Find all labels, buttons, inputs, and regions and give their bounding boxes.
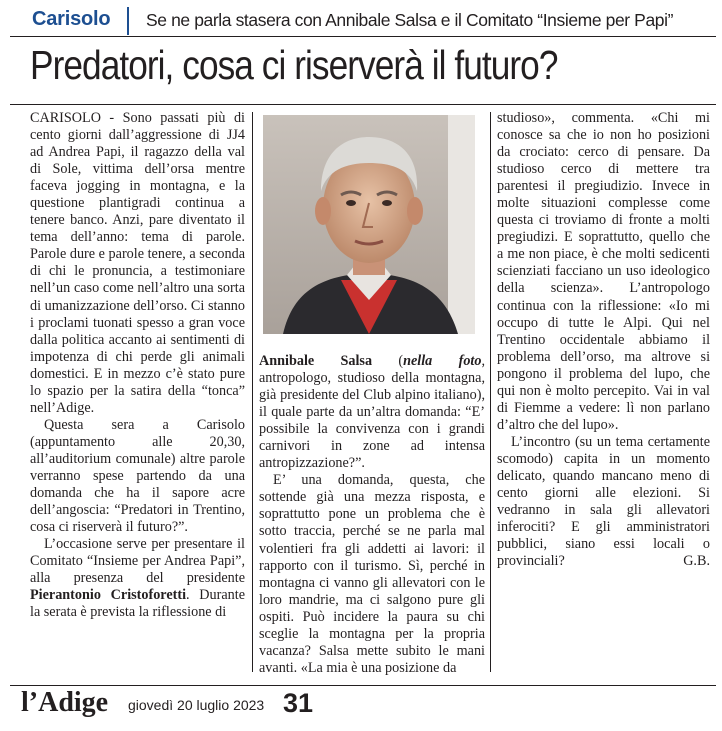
continued-text: abbiamo <box>638 331 703 348</box>
continued-text: il <box>557 178 575 195</box>
continued-text: cerco <box>560 161 609 178</box>
continued-text: di <box>497 399 514 416</box>
paragraph-conclusion <box>497 434 710 570</box>
caption-open-paren: ( <box>372 353 404 369</box>
continued-text: continua <box>497 297 554 314</box>
continued-text: problema <box>568 365 630 382</box>
continued-text: che <box>566 127 593 144</box>
continued-text: posizioni <box>657 127 710 144</box>
continued-text: lupo, <box>654 365 691 382</box>
continued-text: la <box>580 297 599 314</box>
continued-text: lupo». <box>582 416 619 433</box>
photo-caption-ref: nella foto <box>403 353 482 369</box>
continued-text: non <box>610 127 638 144</box>
continued-text: a <box>566 399 579 416</box>
continued-text: come <box>679 195 710 212</box>
continued-text: ma <box>624 348 652 365</box>
occasion-continued: . Durante la serata è prevista la riflessione di <box>30 587 245 621</box>
kicker-bar <box>10 3 716 37</box>
continued-text: piace, <box>554 246 592 263</box>
continued-text: lì <box>626 399 641 416</box>
continued-text: pongono <box>497 365 554 382</box>
article-column-1 <box>30 110 245 621</box>
continued-text: di <box>611 212 629 229</box>
continued-text: in <box>698 178 710 195</box>
continued-text: è <box>591 246 602 263</box>
footer-rule <box>10 685 716 686</box>
speaker-name: Annibale Salsa <box>259 353 373 369</box>
continued-text: val <box>692 382 710 399</box>
continued-text: non <box>528 246 554 263</box>
continued-text: Invece <box>651 178 699 195</box>
continued-text: non <box>519 382 546 399</box>
continued-text: io <box>592 127 611 144</box>
continued-text: complesse <box>608 195 680 212</box>
article-column-3 <box>497 110 710 570</box>
continued-text: altrove <box>651 348 701 365</box>
continued-text: tra <box>695 161 710 178</box>
continued-text: che <box>601 246 626 263</box>
conclusion-text: L’incontro (su un tema certamente scomodo) capita in un momento delicato, quando mancano meno di cento giorni alle elezioni. Si vedranno in sala gli allevatori inferociti? E gli amministratori pubblici, siano essi locali o provinciali? <box>497 433 710 570</box>
continued-text: sa <box>548 127 567 144</box>
continued-text: ho <box>637 127 658 144</box>
paragraph-intro: CARISOLO - Sono passati più di cento giorni dall’aggressione di JJ4 ad Andrea Papi, il ragazzo della val di Sole, vittima dell’orsa mentre faceva jogging in montagna, e la questione plantigradi continua a tenere banco. Anzi, pare diventato il tema dell’anno: tema di parole. Parole dure e parole tenere, a seconda di chi le pronuncia, a testimoniare nell’un caso come nell’altro una sorta di umanizzazione dell’orso. Ci stanno i proclami tuonati spesso a gran voce dalla politica accanto ai sentimenti di impotenza di chi perde gli animali domestici. E in mezzo c’è stato pure lo spazio per la satira della “tonca” nell’Adige. <box>30 110 245 416</box>
headline-rule <box>10 104 716 105</box>
continued-text: a <box>497 246 508 263</box>
continued-text: studioso <box>497 161 561 178</box>
paragraph-event: Questa sera a Carisolo (appuntamento alle 20,30, all’auditorium comunale) altre parole verranno spese partendo da una domanda che ha il sapore acre dell’angoscia: “Predatori in Trentino, cosa ci riserverà il futuro?”. <box>30 416 245 536</box>
continued-text: fronte <box>628 212 669 229</box>
continued-text: del <box>561 416 583 433</box>
continued-text: «Chi <box>650 110 696 126</box>
continued-text: studioso», <box>497 110 572 126</box>
salsa-description: , antropologo, studioso della montagna, già presidente del Club alpino italiano), il quale parte da un’altra domanda: “E’ possibile la convivenza con i grandi carnivori in zone ad intensa antropizzazione?”. <box>259 353 485 472</box>
occasion-text: L’occasione serve per presentare il Comitato “Insieme per Andrea Papi”, alla presenza del presidente <box>30 536 245 587</box>
continued-text: nel <box>692 314 710 331</box>
continued-text: percepito. <box>593 382 654 399</box>
continued-text: qui <box>497 382 520 399</box>
continued-from-prev <box>497 110 710 434</box>
continued-text: parlano <box>667 399 711 416</box>
continued-text: non <box>640 399 668 416</box>
continued-text: dell’orso, <box>560 348 625 365</box>
continued-text: uso <box>626 263 651 280</box>
continued-text: in <box>677 382 693 399</box>
continued-text: occidentale <box>559 331 639 348</box>
continued-text: riflessione: <box>598 297 669 314</box>
continued-text: vedere: <box>578 399 627 416</box>
continued-text: cerco <box>577 144 618 161</box>
continued-text: «Io <box>668 297 695 314</box>
continued-text: scienza». <box>550 280 630 297</box>
continued-text: le <box>603 314 623 331</box>
continued-text: della <box>497 280 551 297</box>
continued-text: si <box>700 348 711 365</box>
continued-text: pregiudizi. <box>497 229 565 246</box>
continued-text: mettere <box>635 161 695 178</box>
paragraph-salsa <box>259 353 485 472</box>
continued-text: quello <box>648 229 691 246</box>
continued-text: pregiudizio. <box>574 178 652 195</box>
continued-text: commenta. <box>571 110 651 126</box>
continued-text: ideologico <box>650 263 710 280</box>
continued-text: che <box>690 365 710 382</box>
headline: Predatori, cosa ci riserverà il futuro? <box>30 42 558 88</box>
column-divider-right <box>490 112 491 672</box>
continued-text: tutte <box>568 314 604 331</box>
page-number: 31 <box>283 688 314 718</box>
continued-text: Fiemme <box>513 399 567 416</box>
president-name: Pierantonio Cristoforetti <box>30 587 187 604</box>
continued-text: d’altro <box>497 416 539 433</box>
continued-text: troviamo <box>554 212 612 229</box>
continued-text: mi <box>695 110 710 126</box>
continued-text: molte <box>497 195 542 212</box>
continued-text: sedicenti <box>659 246 710 263</box>
article-column-2 <box>259 353 485 677</box>
continued-text: con <box>553 297 581 314</box>
continued-text: pensare. <box>637 144 694 161</box>
continued-text: il <box>702 331 711 348</box>
paragraph-occasion <box>30 536 245 621</box>
portrait-photo <box>263 115 475 334</box>
continued-text: Qui <box>661 314 693 331</box>
column-divider-left <box>252 112 253 672</box>
continued-text: molto <box>555 382 594 399</box>
continued-text: che <box>538 416 562 433</box>
continued-text: molti <box>680 212 710 229</box>
paragraph-question: E’ una domanda, questa, che sottende già una mezza risposta, e soprattutto pone un problema che è sotto traccia, perché se ne parla mal volentieri fra gli addetti ai lavori: il rapporto con il turismo. Sì, perché in montagna ci vanno gli allevatori con le loro mandrie, ma ci salgono pure gli ospiti. Può incidere la paura su chi sceglie la montagna per la propria vacanza? Salsa mette subito le mani avanti. «La mia è una posizione da <box>259 472 485 676</box>
continued-text: del <box>629 365 655 382</box>
continued-text: molti <box>625 246 660 263</box>
continued-text: parentesi <box>497 178 558 195</box>
continued-text: me <box>507 246 529 263</box>
continued-text: Trentino <box>497 331 560 348</box>
continued-text: che <box>690 229 711 246</box>
author-signature: G.B. <box>683 553 710 570</box>
continued-text: Alpi. <box>622 314 662 331</box>
continued-text: facciano <box>554 263 608 280</box>
continued-text: questa <box>497 212 539 229</box>
continued-text: un <box>607 263 626 280</box>
continued-text: di <box>608 161 636 178</box>
continued-text: mi <box>694 297 710 314</box>
continued-text: L’antropologo <box>629 280 710 297</box>
continued-text: scienziati <box>497 263 555 280</box>
continued-text: a <box>668 212 681 229</box>
continued-text: crociato: <box>519 144 578 161</box>
continued-text: Vai <box>653 382 678 399</box>
continued-text: da <box>497 144 520 161</box>
continued-text: situazioni <box>541 195 609 212</box>
section-label: Carisolo <box>32 8 111 30</box>
continued-text: è <box>545 382 556 399</box>
continued-text: conosce <box>497 127 549 144</box>
continued-text: di <box>547 314 569 331</box>
issue-date: giovedì 20 luglio 2023 <box>128 697 265 713</box>
continued-text: il <box>553 365 569 382</box>
continued-text: Da <box>693 144 710 161</box>
continued-text: ci <box>538 212 555 229</box>
continued-text: occupo <box>497 314 548 331</box>
continued-text: E <box>564 229 579 246</box>
newspaper-logo: l’Adige <box>21 687 109 718</box>
continued-text: di <box>617 144 638 161</box>
continued-text: soprattutto, <box>578 229 649 246</box>
kicker-divider <box>127 7 129 35</box>
continued-text: problema <box>497 348 561 365</box>
kicker-text: Se ne parla stasera con Annibale Salsa e il Comitato “Insieme per Papi” <box>146 10 674 30</box>
